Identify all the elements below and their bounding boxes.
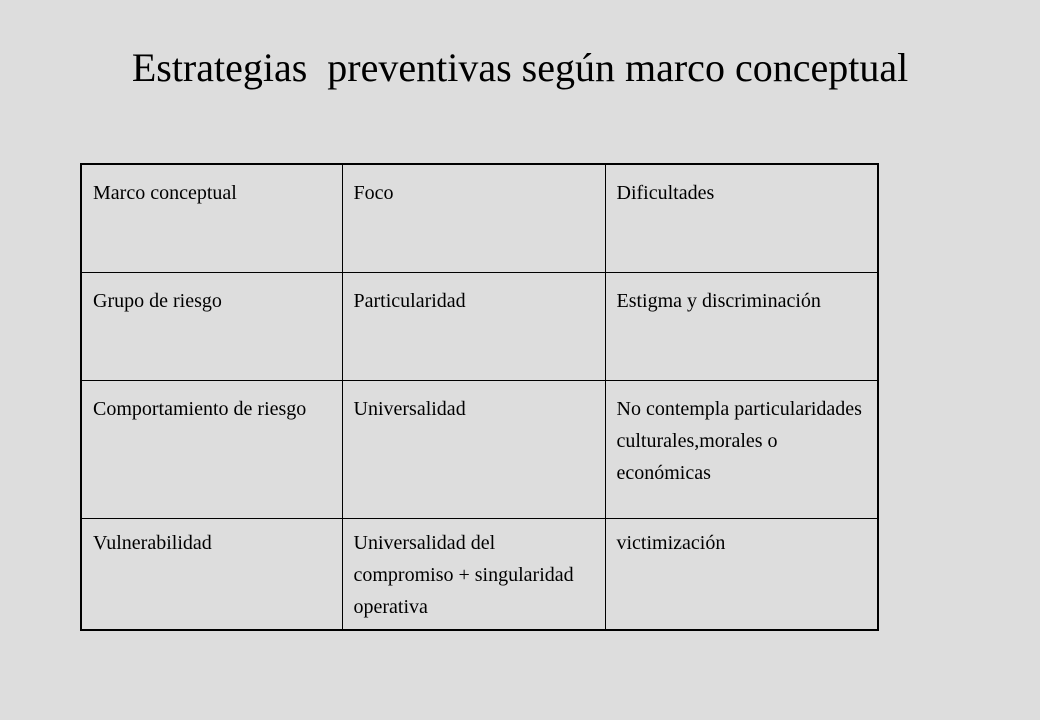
- header-cell-marco: Marco conceptual: [81, 164, 342, 273]
- table-row: [81, 519, 878, 631]
- table-header-row: [81, 164, 878, 273]
- table-cell: Grupo de riesgo: [81, 273, 342, 381]
- table-cell: Particularidad: [342, 273, 605, 381]
- table-row: [81, 381, 878, 519]
- table-cell: Estigma y discriminación: [605, 273, 878, 381]
- table-cell: Universalidad del compromiso + singularidad operativa: [342, 519, 605, 631]
- table-cell: Universalidad: [342, 381, 605, 519]
- table-cell: victimización: [605, 519, 878, 631]
- header-cell-dificultades: Dificultades: [605, 164, 878, 273]
- concept-table: [80, 163, 879, 631]
- table-cell: Vulnerabilidad: [81, 519, 342, 631]
- table-cell: Comportamiento de riesgo: [81, 381, 342, 519]
- table-cell: No contempla particularidades culturales,morales o económicas: [605, 381, 878, 519]
- slide-title: Estrategias preventivas según marco conceptual: [131, 45, 909, 90]
- header-cell-foco: Foco: [342, 164, 605, 273]
- table-row: [81, 273, 878, 381]
